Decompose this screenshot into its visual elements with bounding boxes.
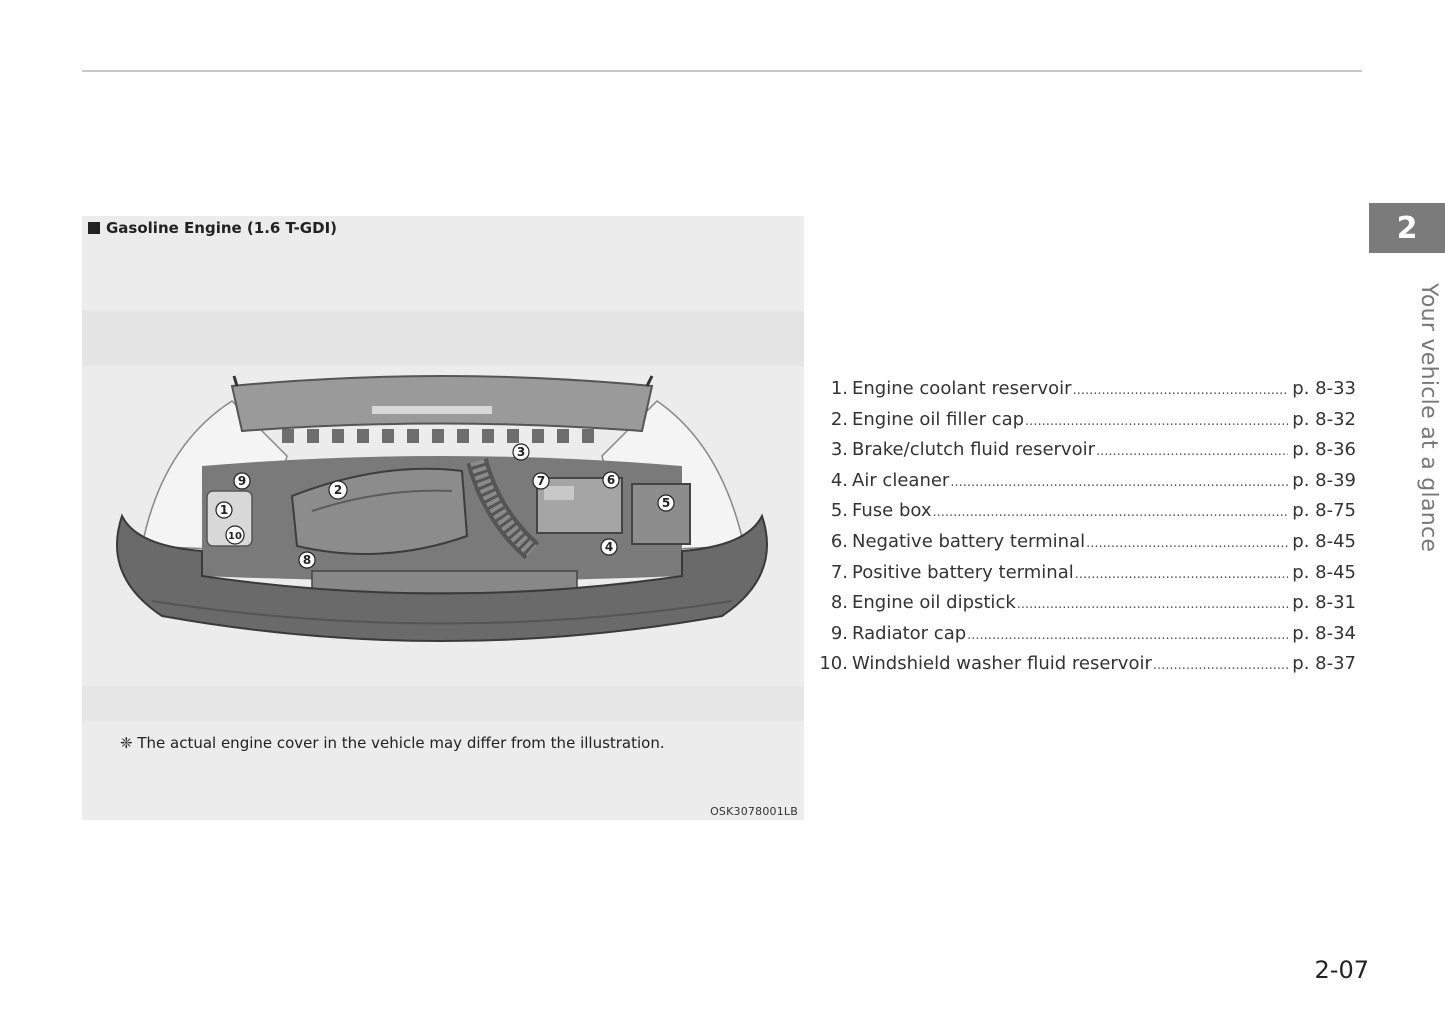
callout-2 (329, 481, 347, 499)
list-item: 3. Brake/clutch fluid reservoir ..... p. 8-36 (814, 439, 1356, 470)
top-rule (82, 70, 1362, 72)
svg-text:4: 4 (604, 540, 614, 554)
svg-text:10: 10 (228, 531, 242, 542)
callout-9 (234, 473, 250, 489)
callout-7 (533, 473, 549, 489)
svg-text:2: 2 (333, 483, 343, 497)
list-item: 6. Negative battery terminal ..... p. 8-45 (814, 531, 1356, 562)
callout-3 (513, 444, 529, 460)
list-item: 10. Windshield washer fluid reservoir ..... p. 8-37 (814, 653, 1356, 684)
callout-4 (601, 539, 617, 555)
callout-8 (299, 552, 315, 568)
callout-10 (226, 526, 244, 544)
callout-5 (658, 495, 674, 511)
engine-figure (82, 216, 804, 820)
list-item: 5. Fuse box ..... p. 8-75 (814, 500, 1356, 531)
list-item: 8. Engine oil dipstick ..... p. 8-31 (814, 592, 1356, 623)
callout-1 (216, 502, 232, 518)
figure-note: ❈ The actual engine cover in the vehicle may differ from the illustration. (120, 734, 665, 752)
list-item: 1. Engine coolant reservoir ..... p. 8-33 (814, 378, 1356, 409)
figure-title-text: Gasoline Engine (1.6 T-GDI) (106, 219, 338, 237)
list-item: 7. Positive battery terminal ..... p. 8-45 (814, 562, 1356, 593)
svg-text:7: 7 (536, 474, 546, 488)
list-item: 2. Engine oil filler cap ..... p. 8-32 (814, 409, 1356, 440)
svg-text:1: 1 (219, 503, 229, 517)
page-number: 2-07 (1314, 956, 1369, 984)
callout-6 (603, 472, 619, 488)
engine-bay-illustration (82, 216, 804, 820)
svg-text:8: 8 (302, 553, 312, 567)
chapter-title: Your vehicle at a glance (1416, 283, 1441, 553)
svg-text:5: 5 (661, 496, 671, 510)
chapter-tab: 2 (1369, 203, 1445, 253)
svg-text:9: 9 (237, 474, 247, 488)
svg-text:3: 3 (516, 445, 526, 459)
list-item: 4. Air cleaner ..... p. 8-39 (814, 470, 1356, 501)
list-item: 9. Radiator cap ..... p. 8-34 (814, 623, 1356, 654)
figure-code: OSK3078001LB (710, 805, 798, 818)
svg-text:6: 6 (606, 473, 616, 487)
parts-list (814, 378, 1356, 684)
